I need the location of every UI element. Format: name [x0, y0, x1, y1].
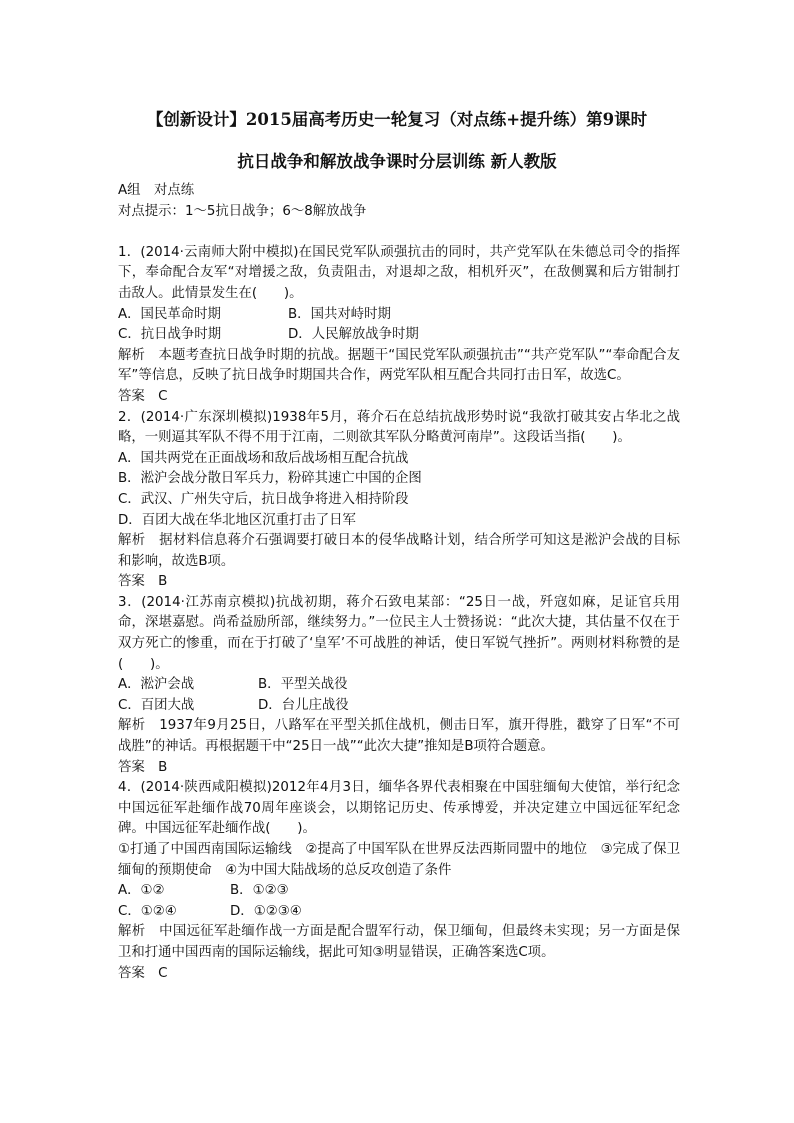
- question-analysis: 解析 据材料信息蒋介石强调要打破日本的侵华战略计划，结合所学可知这是淞沪会战的目标和影响，故选B项。: [118, 533, 680, 569]
- option-row: [118, 305, 680, 326]
- question-stem: 3．(2014·江苏南京模拟)抗战初期，蒋介石致电某部：“25日一战，歼寇如麻，足证官兵用命，深堪嘉慰。尚希益励所部，继续努力。”一位民主人士赞扬说：“此次大捷，其估量不仅在于双方死亡的惨重，而在于打破了‘皇军’不可战胜的神话，使日军锐气挫折”。两则材料称赞的是( )。: [118, 594, 680, 672]
- option-row: [118, 902, 680, 923]
- section-hint: 对点提示：1～5抗日战争；6～8解放战争: [118, 203, 367, 219]
- option-row: [118, 881, 680, 902]
- question-stem: 4．(2014·陕西咸阳模拟)2012年4月3日，缅华各界代表相聚在中国驻缅甸大使馆，举行纪念中国远征军赴缅作战70周年座谈会，以期铭记历史、传承博爱，并决定建立中国远征军纪念碑。中国远征军赴缅作战( )。: [118, 780, 680, 837]
- question-analysis: 解析 中国远征军赴缅作战一方面是配合盟军行动，保卫缅甸，但最终未实现；另一方面是保卫和打通中国西南的国际运输线，据此可知③明显错误，正确答案选C项。: [118, 924, 680, 960]
- document-title-line-2: 抗日战争和解放战争课时分层训练 新人教版: [237, 152, 557, 171]
- section-label: A组 对点练: [118, 183, 195, 198]
- option-b: B．①②③: [230, 883, 289, 899]
- spacer: [118, 222, 680, 243]
- option-c: C．武汉、广州失守后，抗日战争将进入相持阶段: [118, 491, 409, 507]
- question-stem: 2．(2014·广东深圳模拟)1938年5月，蒋介石在总结抗战形势时说“我欲打破其安占华北之战略，一则逼其军队不得不用于江南，二则欲其军队分略黄河南岸”。这段话当指( )。: [118, 409, 680, 446]
- option-c: C．抗日战争时期: [118, 327, 222, 343]
- question-answer: 答案 C: [118, 965, 168, 981]
- option-a: A．国共两党在正面战场和敌后战场相互配合抗战: [118, 450, 409, 466]
- question-analysis: 解析 1937年9月25日，八路军在平型关抓住战机，侧击日军，旗开得胜，戳穿了日军“不可战胜”的神话。再根据题干中“25日一战”“此次大捷”推知是B项符合题意。: [118, 718, 680, 755]
- option-a: A．①②: [118, 883, 165, 899]
- question-answer: 答案 B: [118, 574, 168, 590]
- question-answer: 答案 B: [118, 759, 168, 775]
- option-row: [118, 675, 680, 696]
- question-answer: 答案 C: [118, 388, 168, 404]
- option-d: D．台儿庄战役: [258, 697, 349, 713]
- option-a: A．国民革命时期: [118, 306, 221, 322]
- option-b: B．国共对峙时期: [288, 306, 391, 322]
- option-a: A．淞沪会战: [118, 677, 195, 693]
- option-row: [118, 696, 680, 717]
- option-d: D．人民解放战争时期: [288, 327, 419, 343]
- question-stem: 1．(2014·云南师大附中模拟)在国民党军队顽强抗击的同时，共产党军队在朱德总司令的指挥下，奉命配合友军“对增援之敌，负责阻击，对退却之敌，相机歼灭”，在敌侧翼和后方钳制打击敌人。此情景发生在( )。: [118, 244, 680, 301]
- question-analysis: 解析 本题考查抗日战争时期的抗战。据题干“国民党军队顽强抗击”“共产党军队”“奉命配合友军”等信息，反映了抗日战争时期国共合作，两党军队相互配合共同打击日军，故选C。: [118, 347, 680, 384]
- document-body: [118, 181, 680, 984]
- option-b: B．平型关战役: [258, 677, 348, 693]
- option-row: [118, 325, 680, 346]
- document-title-line-1: 【创新设计】2015届高考历史一轮复习（对点练+提升练）第9课时: [146, 110, 648, 129]
- option-c: C．①②④: [118, 903, 177, 919]
- option-c: C．百团大战: [118, 697, 195, 713]
- option-d: D．百团大战在华北地区沉重打击了日军: [118, 512, 356, 528]
- option-b: B．淞沪会战分散日军兵力，粉碎其速亡中国的企图: [118, 471, 422, 487]
- option-d: D．①②③④: [230, 903, 302, 919]
- question-items: ①打通了中国西南国际运输线 ②提高了中国军队在世界反法西斯同盟中的地位 ③完成了保卫缅甸的预期使命 ④为中国大陆战场的总反攻创造了条件: [118, 842, 680, 878]
